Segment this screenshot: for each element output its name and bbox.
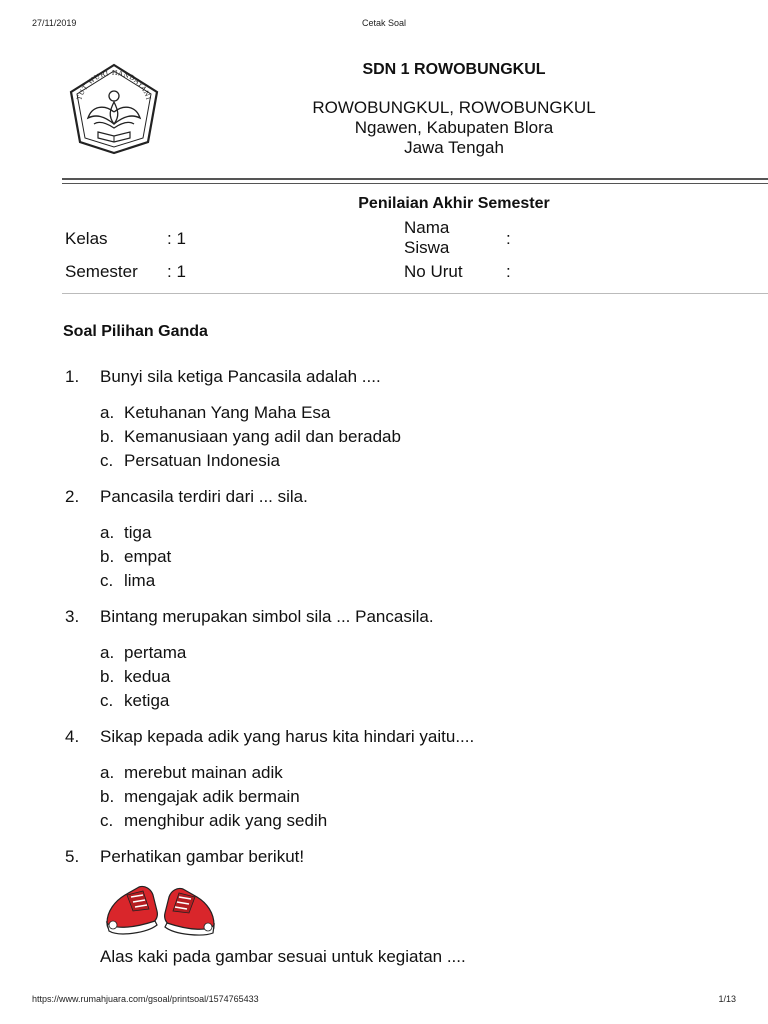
option-list [65,641,745,713]
print-url: https://www.rumahjuara.com/gsoal/printsoal/1574765433 [32,994,259,1004]
option-text: merebut mainan adik [124,763,283,782]
question-2 [65,487,745,593]
school-name: SDN 1 ROWOBUNGKUL [362,61,546,78]
left-sneaker [107,886,157,933]
option-text: ketiga [124,691,170,710]
question-number: 2. [65,487,80,506]
question-text: Sikap kepada adik yang harus kita hindari yaitu.... [100,727,475,746]
option-letter: a. [100,403,115,422]
question-number: 1. [65,367,80,386]
nama-siswa-label: Nama Siswa [404,218,450,257]
question-number: 5. [65,847,80,866]
option-text: empat [124,547,172,566]
address-line-3: Jawa Tengah [404,138,504,157]
option-b [100,545,745,569]
option-letter: b. [100,787,115,806]
print-date: 27/11/2019 [32,18,77,28]
option-list [65,401,745,473]
header-divider [62,178,768,184]
option-text: mengajak adik bermain [124,787,300,806]
info-divider [62,293,768,294]
option-text: Persatuan Indonesia [124,451,280,470]
question-followup-text: Alas kaki pada gambar sesuai untuk kegiatan .... [100,947,466,966]
print-title: Cetak Soal [361,18,407,28]
option-c [100,569,745,593]
question-text: Bunyi sila ketiga Pancasila adalah .... [100,367,381,386]
question-text: Bintang merupakan simbol sila ... Pancasila. [100,607,434,626]
option-b [100,785,745,809]
option-a [100,401,745,425]
question-text: Pancasila terdiri dari ... sila. [100,487,308,506]
exam-title: Penilaian Akhir Semester [358,195,550,212]
option-letter: b. [100,427,115,446]
option-text: Ketuhanan Yang Maha Esa [124,403,331,422]
option-c [100,809,745,833]
tut-wuri-handayani-logo-icon [64,62,164,156]
option-a [100,641,745,665]
option-b [100,425,745,449]
right-sneaker [165,888,214,935]
question-number: 4. [65,727,80,746]
logo-text: TUT WURI HANDAYANI [75,68,153,102]
kelas-label: Kelas [65,229,108,248]
option-text: tiga [124,523,152,542]
option-letter: c. [100,571,114,590]
option-letter: c. [100,691,114,710]
question-4 [65,727,745,833]
question-1 [65,367,745,473]
no-urut-label: No Urut [404,262,463,281]
semester-value: : 1 [167,262,186,281]
question-5 [65,847,745,967]
question-3 [65,607,745,713]
option-text: lima [124,571,156,590]
red-sneakers-icon [103,881,218,937]
section-title: Soal Pilihan Ganda [63,323,208,340]
no-urut-value: : [506,262,511,281]
option-list [65,761,745,833]
option-list [65,521,745,593]
option-text: kedua [124,667,171,686]
question-text: Perhatikan gambar berikut! [100,847,305,866]
question-number: 3. [65,607,80,626]
option-text: pertama [124,643,187,662]
option-c [100,449,745,473]
option-c [100,689,745,713]
option-letter: b. [100,547,115,566]
option-letter: b. [100,667,115,686]
option-letter: a. [100,643,115,662]
option-text: menghibur adik yang sedih [124,811,328,830]
address-line-2: Ngawen, Kabupaten Blora [354,118,554,137]
semester-label: Semester [65,262,138,281]
option-b [100,665,745,689]
question-list [65,367,745,981]
option-letter: a. [100,763,115,782]
option-text: Kemanusiaan yang adil dan beradab [124,427,401,446]
option-a [100,761,745,785]
nama-siswa-value: : [506,229,511,248]
kelas-value: : 1 [167,229,186,248]
address-line-1: ROWOBUNGKUL, ROWOBUNGKUL [312,98,596,117]
option-letter: a. [100,523,115,542]
option-letter: c. [100,811,114,830]
print-page-number: 1/13 [718,994,736,1004]
option-a [100,521,745,545]
option-letter: c. [100,451,114,470]
school-address [170,98,738,158]
